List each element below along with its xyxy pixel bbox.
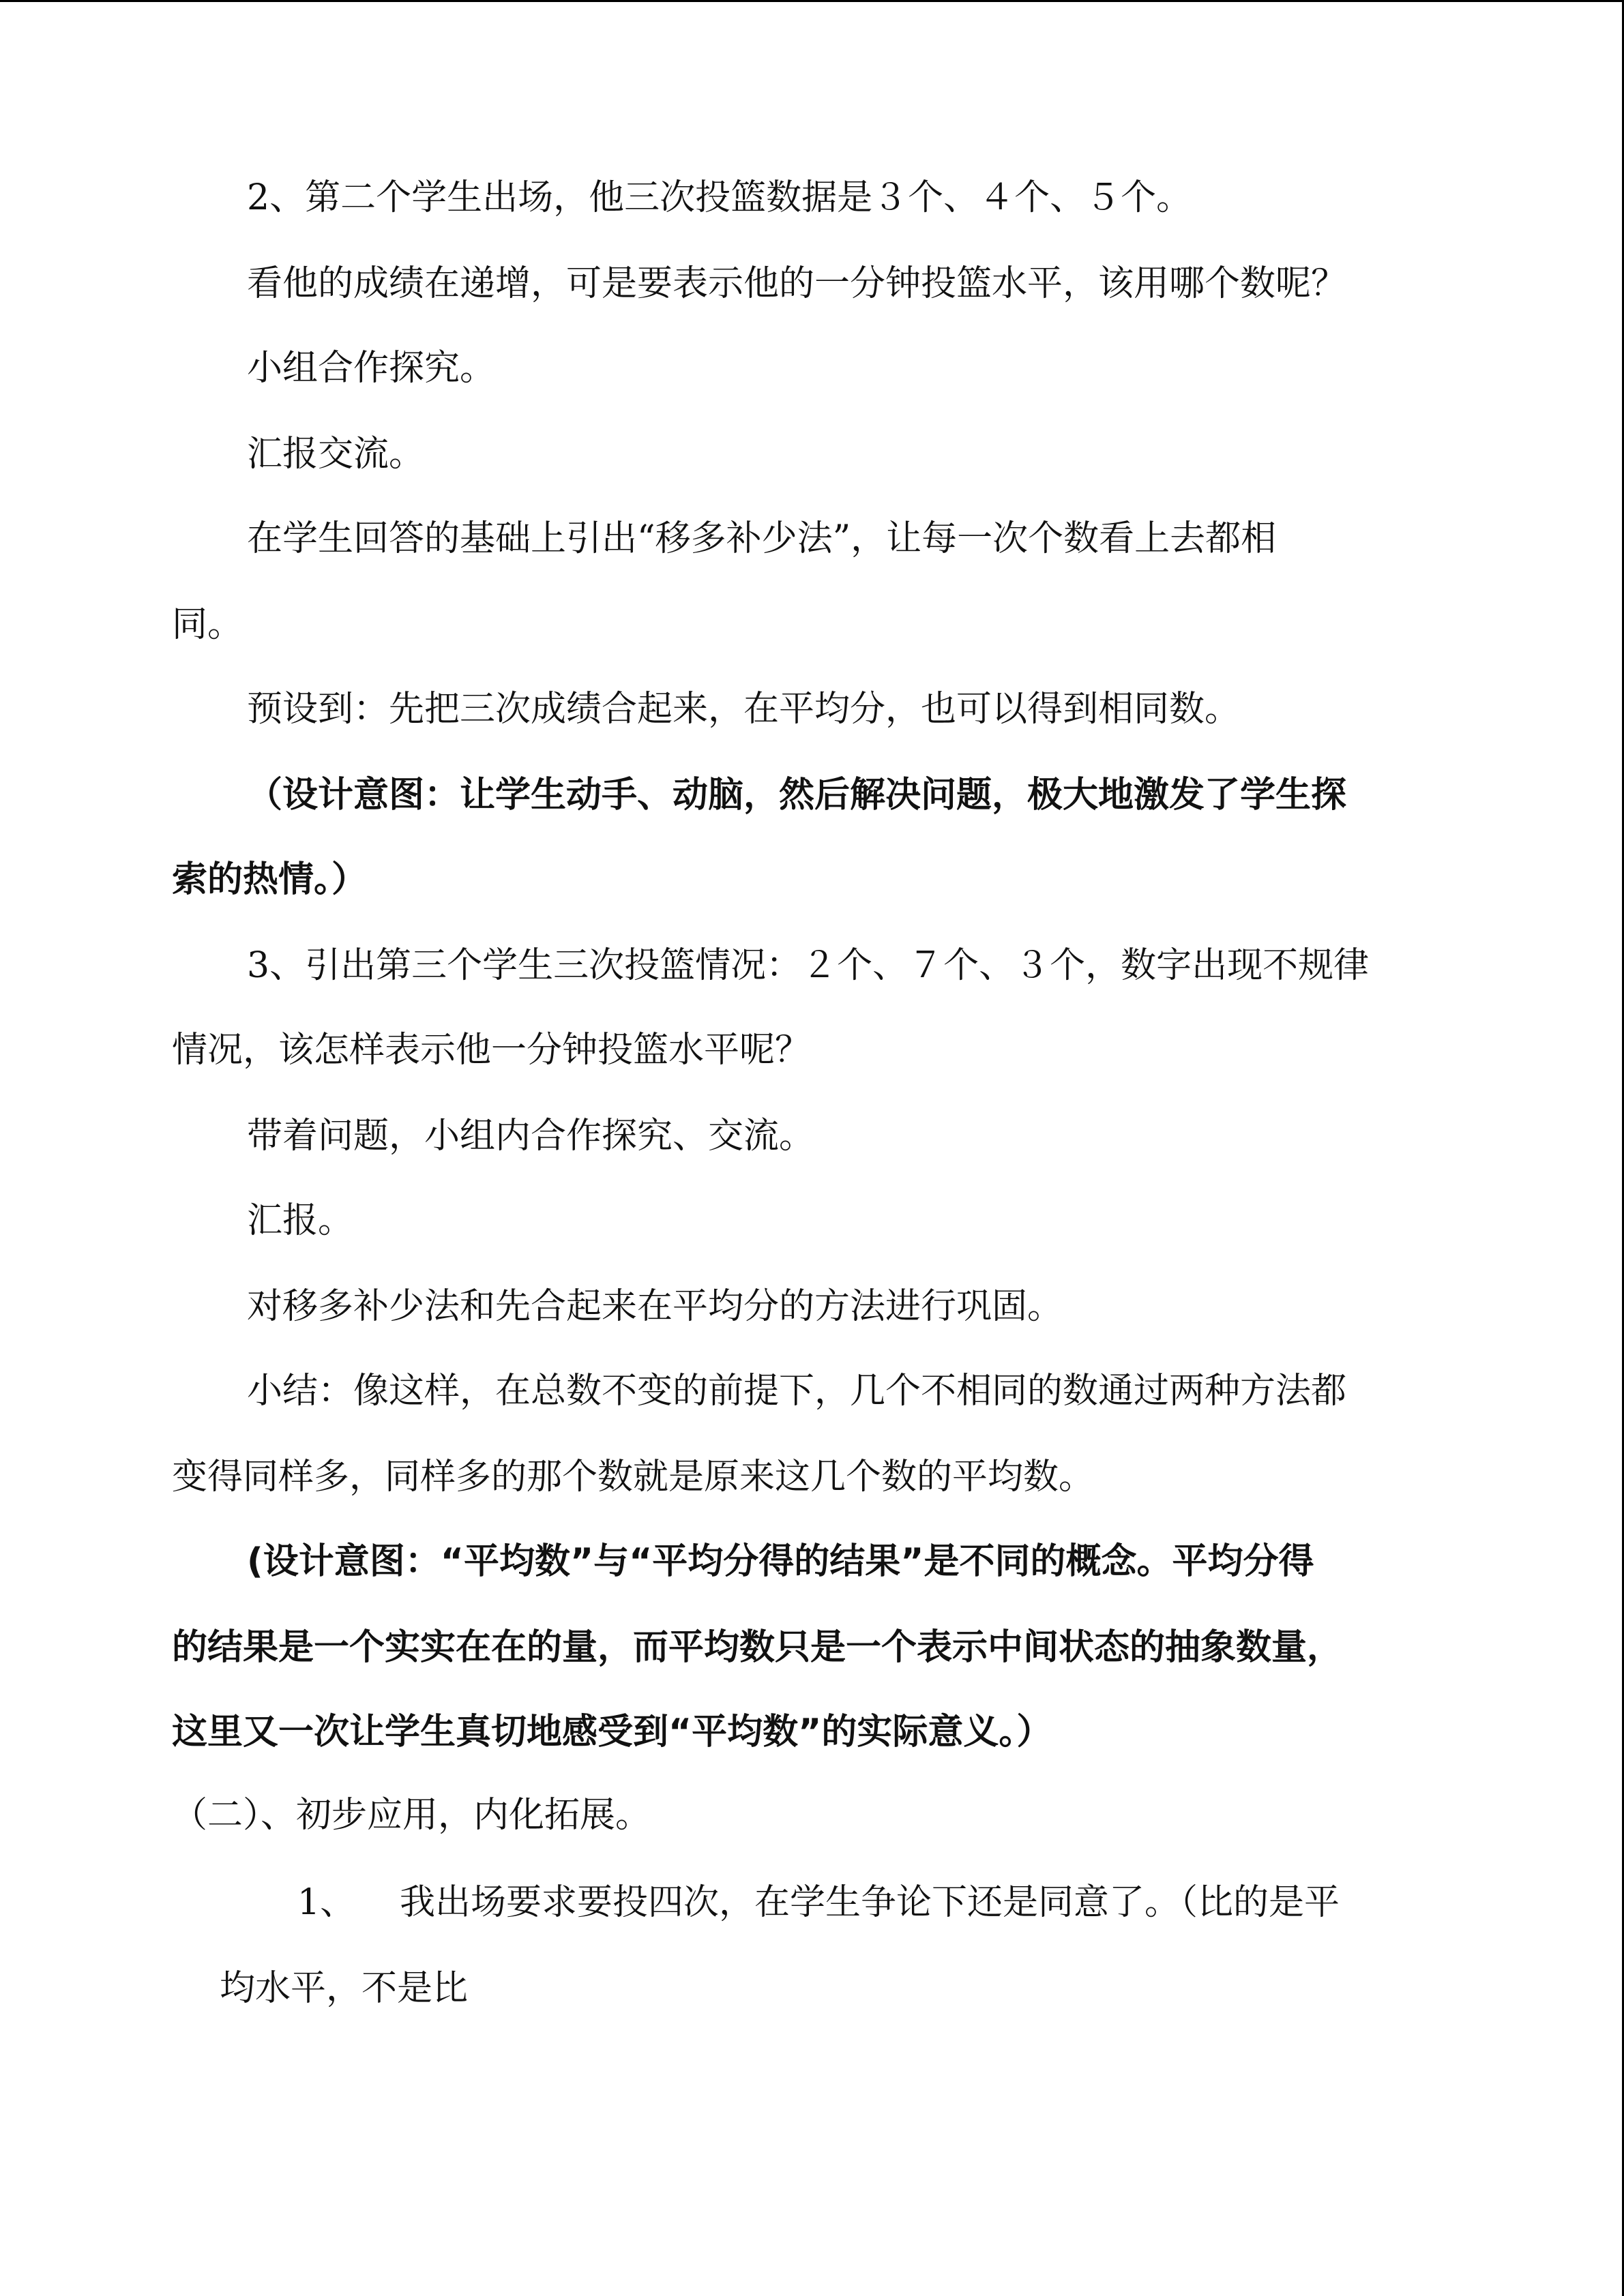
list-item-text: 我出场要求要投四次，在学生争论下还是同意了。（比的是平: [400, 1882, 1340, 1923]
paragraph-with-questions: 带着问题，小组内合作探究、交流。: [247, 1116, 815, 1157]
paragraph-move-more-fill-less-line2: 同。: [172, 604, 243, 645]
paragraph-summary-line1: 小结：像这样，在总数不变的前提下，几个不相同的数通过两种方法都: [247, 1371, 1347, 1412]
paragraph-third-student-line2: 情况，该怎样表示他一分钟投篮水平呢？: [172, 1030, 811, 1071]
paragraph-report-exchange: 汇报交流。: [247, 434, 425, 475]
design-intent-1-line1: （设计意图：让学生动手、动脑，然后解决问题，极大地激发了学生探: [247, 775, 1347, 816]
design-intent-2-line3: 这里又一次让学生真切地感受到“平均数”的实际意义。）: [172, 1712, 1052, 1753]
design-intent-2-line2: 的结果是一个实实在在的量，而平均数只是一个表示中间状态的抽象数量，: [172, 1627, 1343, 1668]
paragraph-group-explore: 小组合作探究。: [247, 348, 496, 389]
paragraph-consolidate: 对移多补少法和先合起来在平均分的方法进行巩固。: [247, 1286, 1063, 1327]
list-item-1-line1: [297, 1881, 1340, 1924]
list-item-number: 1、: [297, 1882, 356, 1923]
paragraph-preset: 预设到：先把三次成绩合起来，在平均分，也可以得到相同数。: [247, 689, 1241, 730]
paragraph-third-student-line1: 3、引出第三个学生三次投篮情况：２个、７个、３个，数字出现不规律: [247, 945, 1370, 986]
section-heading-initial-application: （二）、初步应用，内化拓展。: [172, 1795, 651, 1836]
paragraph-move-more-fill-less-line1: 在学生回答的基础上引出“移多补少法”，让每一次个数看上去都相: [247, 518, 1277, 559]
design-intent-1-line2: 索的热情。）: [172, 859, 368, 900]
paragraph-report: 汇报。: [247, 1200, 354, 1241]
paragraph-summary-line2: 变得同样多，同样多的那个数就是原来这几个数的平均数。: [172, 1457, 1095, 1497]
list-item-1-line2: 均水平，不是比: [220, 1968, 469, 2009]
paragraph-second-student: 2、第二个学生出场，他三次投篮数据是３个、４个、５个。: [247, 177, 1192, 218]
design-intent-2-line1: (设计意图：“平均数”与“平均分得的结果”是不同的概念。平均分得: [247, 1541, 1314, 1582]
paragraph-increasing-scores: 看他的成绩在递增，可是要表示他的一分钟投篮水平，该用哪个数呢？: [247, 263, 1347, 304]
